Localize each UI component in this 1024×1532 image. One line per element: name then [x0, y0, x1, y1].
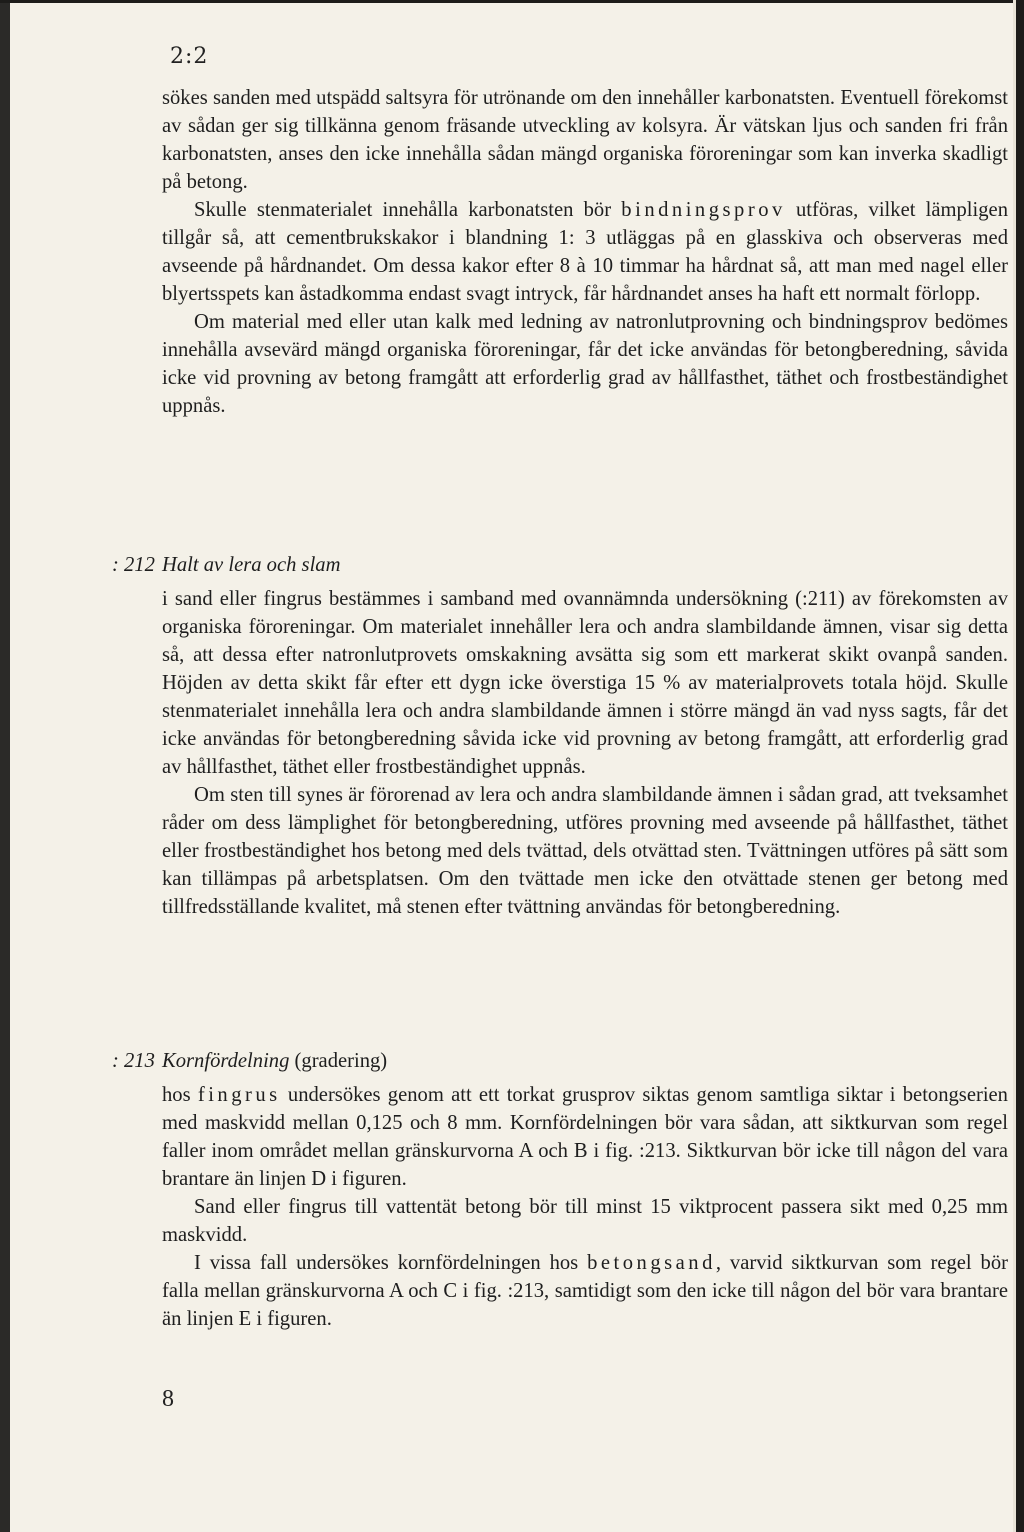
intro-text: [162, 84, 1008, 420]
running-head: 2:2: [170, 44, 209, 69]
paragraph-text: I vissa fall undersökes kornfördelningen hos: [194, 1252, 588, 1274]
spaced-term-betongsand: betongsand: [587, 1252, 716, 1274]
section-213-heading: [112, 1047, 1008, 1075]
section-212-paragraph-1: i sand eller fingrus bestämmes i samband med ovannämnda undersökning (:211) av förekomsten av organiska föroreningar. Om materialet innehåller lera och andra slambildande ämnen, visar sig detta så, att dessa efter natronlutprovets omskakning avsätta sig som ett markerat skikt ovanpå sanden. Höjden av detta skikt får efter ett dygn icke överstiga 15 % av materialprovets totala höjd. Skulle stenmaterialet innehålla lera och andra slambildande ämnen i större mängd än vad nyss sagts, får det icke användas för betongberedning såvida icke vid provning av betong framgått, att erforderlig grad av hållfasthet, täthet eller frostbeständighet uppnås.: [162, 588, 1008, 778]
section-title: Halt av lera och slam: [162, 554, 341, 576]
page-right-edge: [1013, 0, 1024, 1532]
paragraph-text: hos: [162, 1084, 198, 1106]
section-213-text: [162, 1081, 1008, 1333]
spaced-term-fingrus: fingrus: [197, 1084, 281, 1106]
section-number: : 212: [112, 554, 155, 576]
section-title-suffix: (gradering): [289, 1050, 388, 1072]
spaced-term-bindningsprov: bindningsprov: [621, 199, 786, 221]
page-number: 8: [162, 1386, 174, 1412]
intro-paragraph-3: Om material med eller utan kalk med ledning av natronlutprovning och bindningsprov bedömes innehålla avsevärd mängd organiska föroreningar, får det icke användas för betongberedning, såvida icke vid provning av betong framgått att erforderlig grad av hållfasthet, täthet och frostbeständighet uppnås.: [162, 311, 1008, 417]
paragraph-text: Skulle stenmaterialet innehålla karbonatsten bör: [194, 199, 622, 221]
section-213-paragraph-1: [162, 1081, 1008, 1193]
paragraph-text: undersökes genom att ett torkat grusprov siktas genom samtliga siktar i betongserien med maskvidd mellan 0,125 och 8 mm. Kornfördelningen bör vara sådan, att siktkurvan som regel faller inom området mellan gränskurvorna A och B i fig. :213. Siktkurvan bör icke till någon del vara brantare än linjen D i figuren.: [162, 1084, 1008, 1190]
section-title: Kornfördelning: [162, 1050, 290, 1072]
intro-paragraph-1: sökes sanden med utspädd saltsyra för utrönande om den innehåller karbonatsten. Eventuell förekomst av sådan ger sig tillkänna genom fräsande utveckling av kolsyra. Är vätskan ljus och sanden fri från karbonatsten, anses den icke innehålla sådan mängd organiska föroreningar som kan inverka skadligt på betong.: [162, 87, 1008, 193]
page-top-edge: [0, 0, 1024, 3]
section-number: : 213: [112, 1050, 155, 1072]
section-212-paragraph-2: Om sten till synes är förorenad av lera och andra slambildande ämnen i sådan grad, att tveksamhet råder om dess lämplighet för betongberedning, utföres provning med avseende på hållfasthet, täthet eller frostbeständighet hos betong med dels tvättad, dels otvättad sten. Tvättningen utföres på sätt som kan tillämpas på arbetsplatsen. Om den tvättade men icke den otvättade stenen ger betong med tillfredsställande kvalitet, må stenen efter tvättning användas för betongberedning.: [162, 784, 1008, 918]
section-212-heading: [112, 551, 1008, 579]
paragraph-text: , varvid siktkurvan som regel bör falla mellan gränskurvorna A och C i fig. :213, samtidigt som den icke till någon del bör vara brantare än linjen E i figuren.: [162, 1252, 1008, 1330]
section-212-text: [162, 585, 1008, 921]
section-213-paragraph-2: Sand eller fingrus till vattentät betong bör till minst 15 viktprocent passera sikt med 0,25 mm maskvidd.: [162, 1196, 1008, 1246]
paragraph-text: utföras, vilket lämpligen tillgår så, att cementbrukskakor i blandning 1: 3 utläggas på en glasskiva och observeras med avseende på hårdnandet. Om dessa kakor efter 8 à 10 timmar ha hårdnat så, att man med nagel eller blyertsspets kan åstadkomma endast svagt intryck, får hårdnandet anses ha haft ett normalt förlopp.: [162, 199, 1008, 305]
intro-paragraph-2: [162, 196, 1008, 308]
section-213-paragraph-3: [162, 1249, 1008, 1333]
